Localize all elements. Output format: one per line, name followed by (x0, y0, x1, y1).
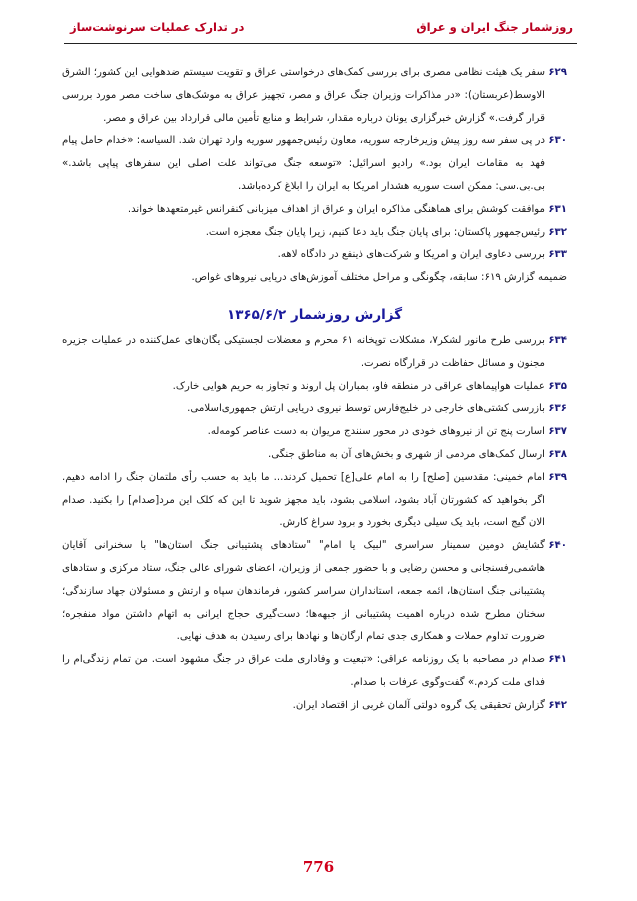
entry-text: بررسی طرح مانور لشکر۷، مشکلات توپخانه ۶۱ محرم و معضلات لجستیکی یگان‌های عمل‌کننده در عملیات جزیره مجنون و مسائل حفاظت در قرارگاه نصرت. (62, 334, 546, 369)
entry-number: ۶۳۴ (548, 334, 567, 346)
entry-number: ۶۴۲ (548, 699, 567, 711)
entry-642 (62, 695, 567, 718)
entry-635 (62, 376, 567, 399)
book-title: روزشمار جنگ ایران و عراق (416, 20, 573, 34)
entry-639 (62, 467, 567, 535)
entry-text: بازرسی کشتی‌های خارجی در خلیج‌فارس توسط نیروی دریایی ارتش جمهوری‌اسلامی. (187, 403, 545, 415)
entry-number: ۶۳۵ (548, 380, 567, 392)
entry-text: موافقت کوشش برای هماهنگی مذاکره ایران و عراق از اهداف میزبانی کنفرانس غیرمتعهدها خواند. (127, 203, 545, 215)
entry-number: ۶۳۷ (548, 426, 567, 438)
entry-633 (62, 244, 567, 267)
appendix-note: ضمیمه گزارش ۶۱۹: سابقه، چگونگی و مراحل مختلف آموزش‌های دریایی نیروهای غواص. (191, 272, 567, 284)
page-content (62, 62, 567, 718)
entry-634 (62, 330, 567, 376)
entry-text: سفر یک هیئت نظامی مصری برای بررسی کمک‌های درخواستی عراق و تقویت سیستم ضدهوایی این کشور؛ الشرق الاوسط(عربستان): «در مذاکرات وزیران جنگ عراق و مصر، تجهیز عراق به موشک‌های ساخت مصر مورد بررسی قرار گرفت.» گزارش خبرگزاری یونان درباره مقدار، شرایط و منابع تأمین مالی قرارداد بین عراق و مصر. (62, 67, 545, 124)
entry-631 (62, 199, 567, 222)
entry-list-top (62, 62, 567, 290)
entry-number: ۶۳۲ (548, 226, 567, 238)
entry-629 (62, 62, 567, 130)
entry-637 (62, 421, 567, 444)
entry-text: ارسال کمک‌های مردمی از شهری و بخش‌های آن به مناطق جنگی. (268, 448, 545, 460)
entry-text: صدام در مصاحبه با یک روزنامه عراقی: «تبعیت و وفاداری ملت عراق در جنگ مشهود است. من تمام زندگی‌ام را فدای ملت کردم.» گفت‌وگوی عرفات با صدام. (62, 654, 545, 688)
entry-number: ۶۲۹ (548, 67, 567, 78)
entry-632 (62, 222, 567, 245)
entry-text: عملیات هواپیماهای عراقی در منطقه فاو، بمباران پل اروند و تجاوز به حریم هوایی خارک. (172, 380, 545, 392)
header-divider (64, 43, 577, 44)
section-title: گزارش روزشمار ۱۳۶۵/۶/۲ (226, 306, 403, 323)
entry-number: ۶۳۰ (548, 135, 567, 147)
page-number: 776 (302, 858, 335, 876)
entry-text: امام خمینی: مقدسین [صلح] را به امام علی[ع] تحمیل کردند... ما باید به حسب رأی ملتمان جنگ را ادامه دهیم. اگر بخواهید که کشورتان آباد بشود، اسلامی بشود، باید مجهز شوید تا این که کلک این مرد[صدام] را بکنید. صدام الان گیج است، باید یک سیلی دیگری بخورد و برود سراغ کارش. (62, 471, 545, 529)
entry-list-bottom (62, 330, 567, 718)
entry-number: ۶۳۹ (548, 471, 567, 483)
entry-number: ۶۳۸ (548, 448, 567, 460)
entry-641 (62, 649, 567, 695)
entry-text: رئیس‌جمهور پاکستان: برای پایان جنگ باید دعا کنیم، زیرا پایان جنگ معجزه است. (205, 226, 545, 238)
entry-number: ۶۳۱ (548, 203, 567, 215)
entry-630 (62, 130, 567, 198)
page-header (70, 20, 573, 34)
entry-text: گشایش دومین سمینار سراسری "لبیک یا امام" "ستادهای پشتیبانی جنگ استان‌ها" با سخنرانی آقایان هاشمی‌رفسنجانی و محسن رضایی و با حضور جمعی از وزیران، اعضای شورای عالی جنگ، ستاد مرکزی و ستادهای پشتیبانی جنگ استان‌ها، ائمه جمعه، استانداران سراسر کشور، فرماندهان سپاه و ارتش و مسئولان جهاد سازندگی؛ سخنان مطرح شده درباره اهمیت پشتیبانی از جبهه‌ها؛ دست‌گیری حجاج ایرانی به اتهام داشتن مواد منفجره؛ ضرورت تداوم حملات و همکاری جدی تمام ارگان‌ها و نهادها برای رسیدن به هدف نهایی. (62, 540, 545, 643)
entry-number: ۶۴۰ (548, 540, 567, 552)
entry-638 (62, 444, 567, 467)
entry-text: اسارت پنج تن از نیروهای خودی در محور سنندج مریوان به دست عناصر کومه‌له. (207, 426, 545, 438)
entry-number: ۶۴۱ (548, 654, 567, 666)
entry-number: ۶۳۶ (548, 403, 567, 415)
entry-640 (62, 535, 567, 649)
entry-text: بررسی دعاوی ایران و امریکا و شرکت‌های ذینفع در دادگاه لاهه. (277, 249, 545, 261)
entry-number: ۶۳۳ (548, 249, 567, 261)
entry-text: گزارش تحقیقی یک گروه دولتی آلمان غربی از اقتصاد ایران. (292, 699, 545, 711)
entry-636 (62, 398, 567, 421)
entry-text: در پی سفر سه روز پیش وزیرخارجه سوریه، معاون رئیس‌جمهور سوریه وارد تهران شد. السیاسه: «خدام حامل پیام فهد به مقامات ایران بود.» رادیو اسرائیل: «توسعه جنگ می‌تواند علت اصلی این سفرهای پیاپی باشد.» بی.بی.سی: ممکن است سوریه هشدار امریکا به ایران را ابلاغ کرده‌باشد. (62, 135, 545, 192)
chapter-title: در تدارک عملیات سرنوشت‌ساز (70, 20, 245, 34)
